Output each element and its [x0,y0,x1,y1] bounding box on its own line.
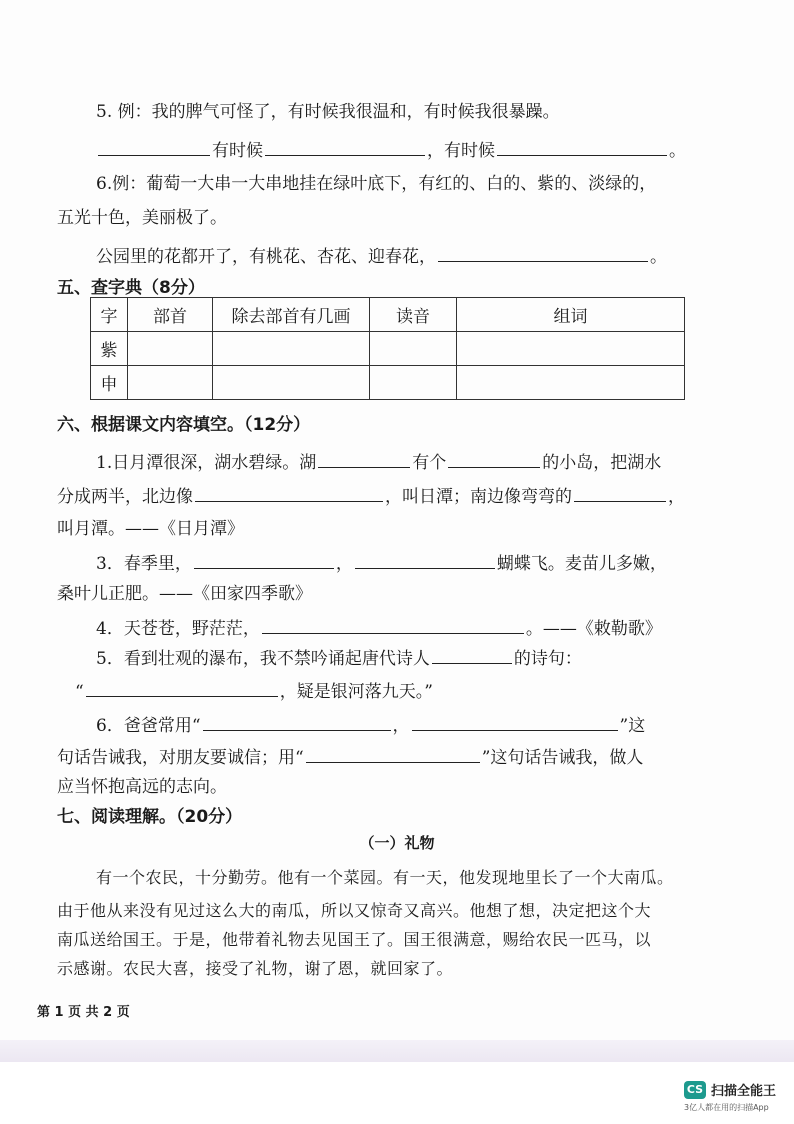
answer-blank[interactable] [432,645,512,664]
section-6-title: 六、根据课文内容填空。（12分） [57,415,311,435]
table-cell-input[interactable] [370,366,457,400]
answer-blank[interactable] [262,615,524,634]
answer-blank[interactable] [265,137,425,156]
table-cell-input[interactable] [128,366,213,400]
answer-blank[interactable] [203,712,391,731]
q6-example-line2: 五光十色，美丽极了。 [57,208,227,228]
s6-q1-line3: 叫月潭。——《日月潭》 [57,519,244,539]
table-header-row [91,298,685,332]
s6-q5-line2: “ ，疑是银河落九天。” [75,678,433,704]
q5-example: 5. 例：我的脾气可怪了，有时候我很温和，有时候我很暴躁。 [96,102,560,122]
section-7-title: 七、阅读理解。（20分） [57,807,243,827]
answer-blank[interactable] [194,550,334,569]
table-header: 组词 [457,298,685,332]
table-cell-input[interactable] [213,366,370,400]
answer-blank[interactable] [306,744,480,763]
s6-q3-line2: 桑叶儿正肥。——《田家四季歌》 [57,584,312,604]
answer-blank[interactable] [574,483,666,502]
answer-blank[interactable] [355,550,495,569]
table-header: 字 [91,298,128,332]
table-cell-input[interactable] [213,332,370,366]
table-cell-input[interactable] [457,332,685,366]
table-row [91,332,685,366]
s6-q5-line1: 5．看到壮观的瀑布，我不禁吟诵起唐代诗人 的诗句： [96,645,582,671]
dictionary-table [90,297,685,400]
table-cell-input[interactable] [128,332,213,366]
q6-example-line1: 6.例：葡萄一大串一大串地挂在绿叶底下，有红的、白的、紫的、淡绿的， [96,174,657,194]
passage-line: 有一个农民，十分勤劳。他有一个菜园。有一天，他发现地里长了一个大南瓜。 [96,868,674,887]
table-cell-input[interactable] [457,366,685,400]
answer-blank[interactable] [412,712,618,731]
s6-q6-line3: 应当怀抱高远的志向。 [57,777,227,797]
answer-blank[interactable] [318,449,410,468]
s6-q6-line1: 6．爸爸常用“ ， ”这 [96,712,645,738]
camscanner-logo-icon: CS [684,1081,706,1099]
passage-line: 由于他从来没有见过这么大的南瓜，所以又惊奇又高兴。他想了想，决定把这个大 [57,901,652,920]
answer-blank[interactable] [98,137,210,156]
table-header: 部首 [128,298,213,332]
section-5-title: 五、查字典（8分） [57,278,205,298]
passage-line: 南瓜送给国王。于是，他带着礼物去见国王了。国王很满意，赐给农民一匹马，以 [57,930,652,949]
answer-blank[interactable] [86,678,278,697]
answer-blank[interactable] [448,449,540,468]
table-cell-input[interactable] [370,332,457,366]
q6-prompt-line: 公园里的花都开了，有桃花、杏花、迎春花， 。 [96,243,667,269]
s6-q6-line2: 句话告诫我，对朋友要诚信；用“ ”这句话告诫我，做人 [57,744,643,770]
camscanner-name: 扫描全能王 [711,1084,777,1099]
answer-blank[interactable] [195,483,383,502]
camscanner-tagline: 3亿人都在用的扫描App [684,1103,769,1112]
s6-q3-line1: 3．春季里， ， 蝴蝶飞。麦苗儿多嫩， [96,550,667,576]
s6-q1-line2: 分成两半，北边像 ，叫日潭；南边像弯弯的 ， [57,483,685,509]
scan-edge [0,1040,794,1062]
table-cell-char: 紫 [91,332,128,366]
table-header: 读音 [370,298,457,332]
s6-q1-line1: 1.日月潭很深，湖水碧绿。湖 有个 的小岛，把湖水 [96,449,661,475]
answer-blank[interactable] [438,243,648,262]
answer-blank[interactable] [497,137,667,156]
table-cell-char: 申 [91,366,128,400]
table-header: 除去部首有几画 [213,298,370,332]
passage-line: 示感谢。农民大喜，接受了礼物，谢了恩，就回家了。 [57,959,454,978]
page-footer: 第 1 页 共 2 页 [37,1005,130,1020]
q5-answer-line: 有时候 ，有时候 。 [96,137,686,163]
passage-title: （一）礼物 [359,834,435,852]
table-row [91,366,685,400]
s6-q4-line: 4．天苍苍，野茫茫， 。——《敕勒歌》 [96,615,662,641]
